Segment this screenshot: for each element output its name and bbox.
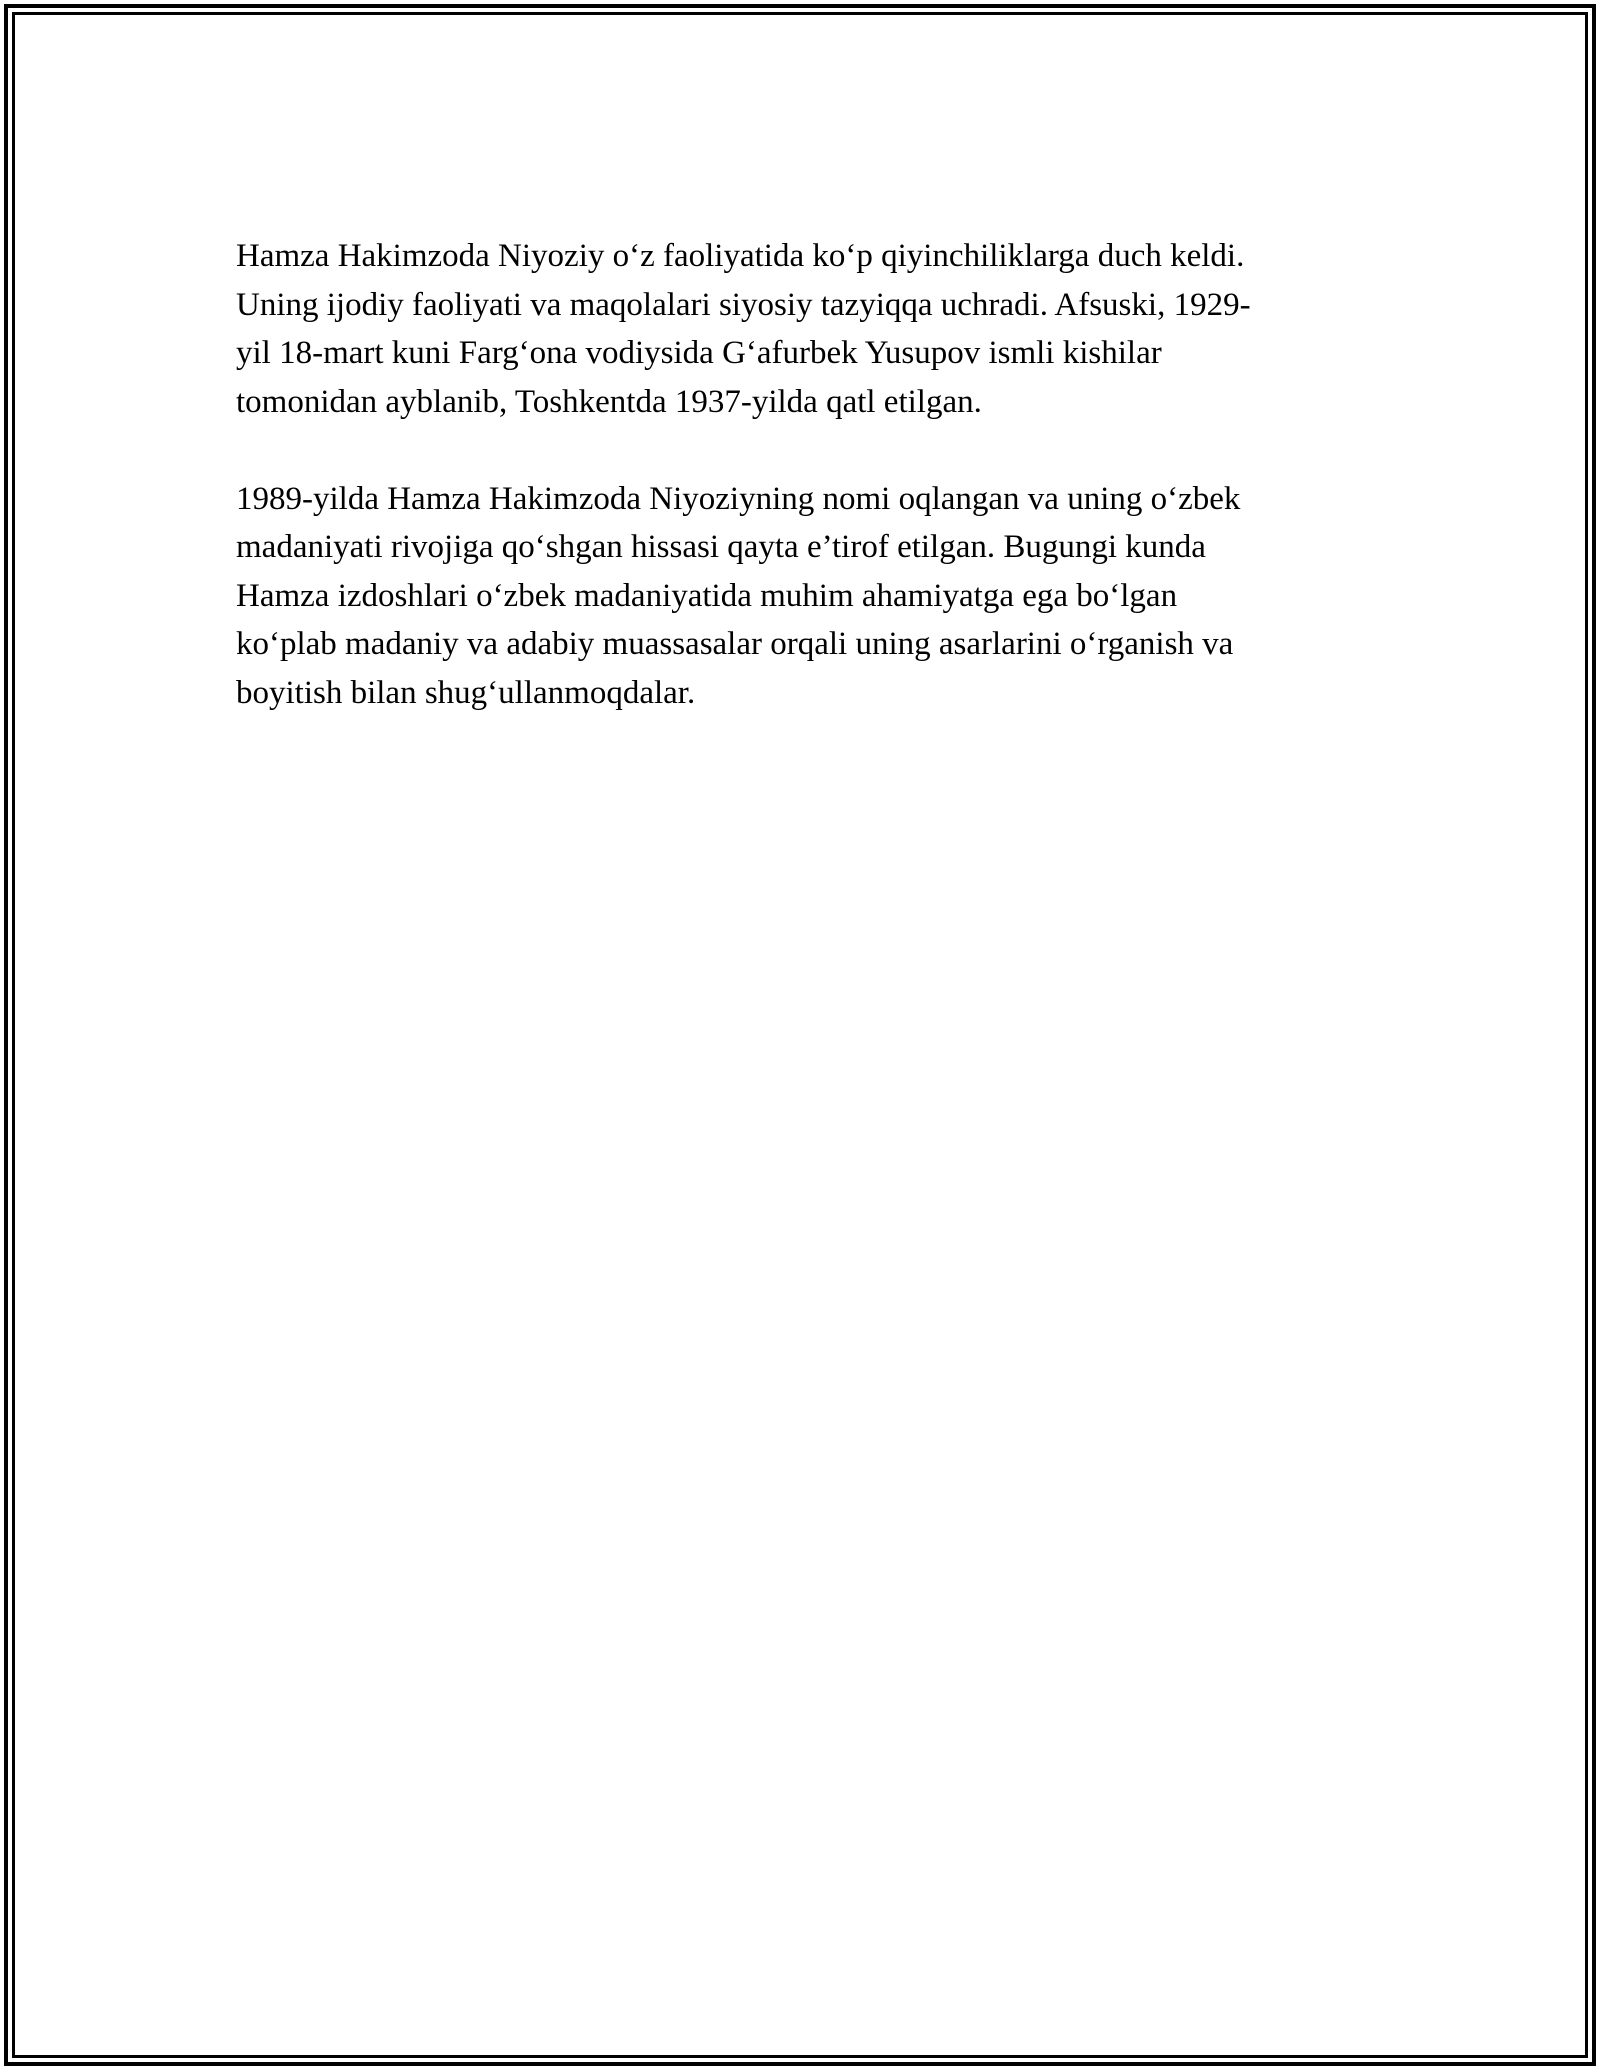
paragraph-2-line-4: ko‘plab madaniy va adabiy muassasalar orqali uning asarlarini o‘rganish va [236, 626, 1234, 662]
paragraph-2-line-1: 1989-yilda Hamza Hakimzoda Niyoziyning nomi oqlangan va uning o‘zbek [236, 480, 1241, 517]
paragraph-2-line-3: Hamza izdoshlari o‘zbek madaniyatida muhim ahamiyatga ega bo‘lgan [236, 577, 1178, 614]
document-body [236, 232, 1376, 766]
paragraph-2-line-2: madaniyati rivojiga qo‘shgan hissasi qayta e’tirof etilgan. Bugungi kunda [236, 529, 1206, 565]
paragraph-1-line-2: Uning ijodiy faoliyati va maqolalari siyosiy tazyiqqa uchradi. Afsuski, 1929- [236, 286, 1251, 323]
paragraph-2 [236, 475, 1376, 718]
paragraph-2-line-5: boyitish bilan shug‘ullanmoqdalar. [236, 674, 696, 711]
paragraph-1 [236, 232, 1376, 426]
paragraph-1-line-1: Hamza Hakimzoda Niyoziy o‘z faoliyatida ko‘p qiyinchiliklarga duch keldi. [236, 238, 1245, 274]
paragraph-1-line-3: yil 18-mart kuni Farg‘ona vodiysida G‘afurbek Yusupov ismli kishilar [236, 335, 1162, 371]
paragraph-1-line-4: tomonidan ayblanib, Toshkentda 1937-yilda qatl etilgan. [236, 383, 982, 420]
